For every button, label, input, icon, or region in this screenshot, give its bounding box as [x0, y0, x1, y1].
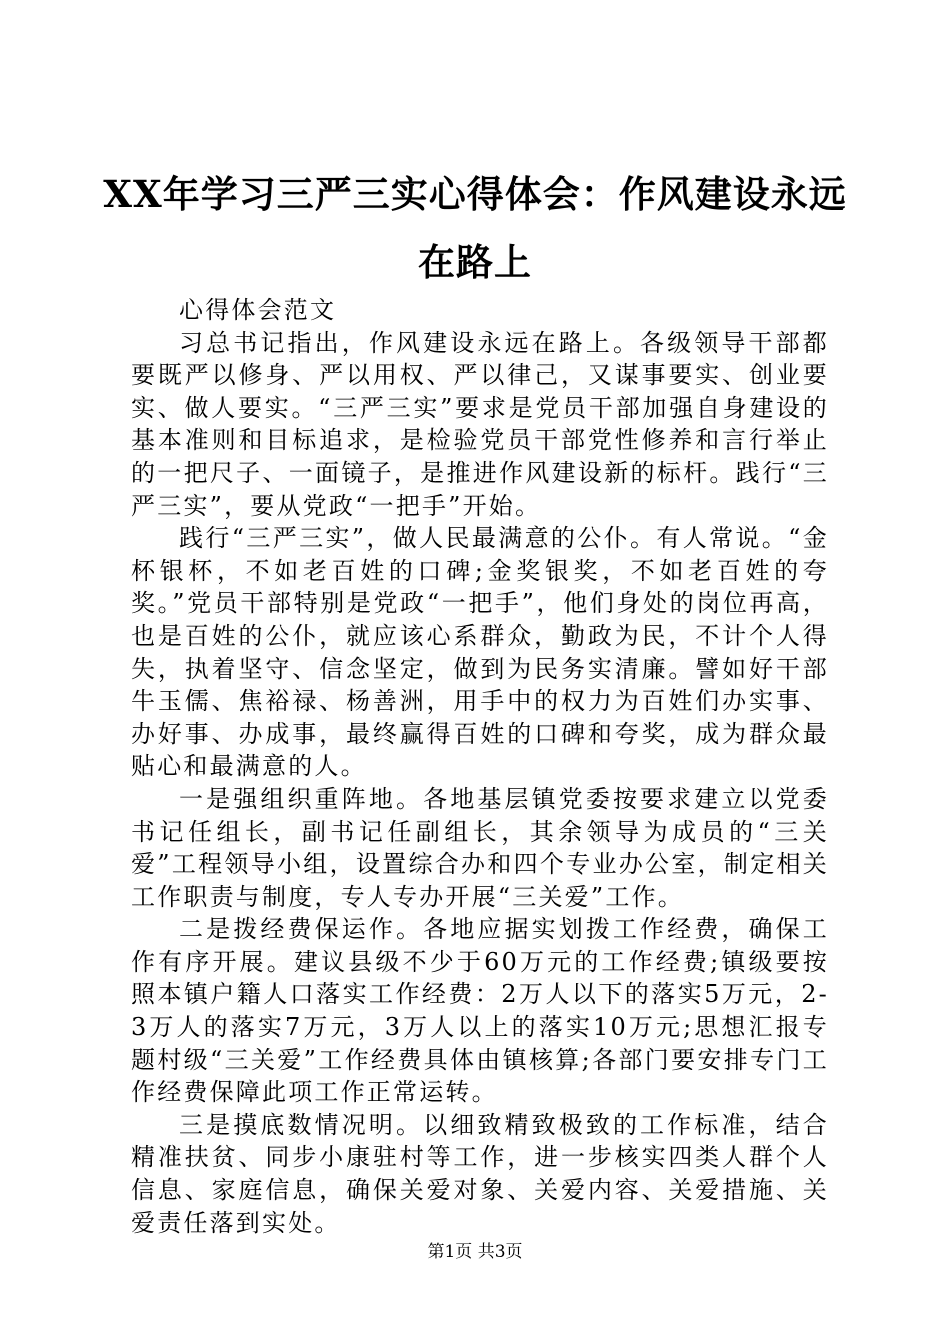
document-title: XX年学习三严三实心得体会：作风建设永远在路上: [103, 172, 847, 284]
document-body: [131, 294, 829, 1239]
paragraph: 践行“三严三实”，做人民最满意的公仆。有人常说。“金杯银杯，不如老百姓的口碑;金奖银奖，不如老百姓的夸奖。”党员干部特别是党政“一把手”，他们身处的岗位再高，也是百姓的公仆，就应该心系群众，勤政为民，不计个人得失，执着坚守、信念坚定，做到为民务实清廉。譬如好干部牛玉儒、焦裕禄、杨善洲，用手中的权力为百姓们办实事、办好事、办成事，最终赢得百姓的口碑和夸奖，成为群众最贴心和最满意的人。: [131, 524, 829, 781]
page-footer: 第1页 共3页: [427, 1242, 523, 1262]
category-label: 心得体会范文: [179, 296, 337, 324]
paragraph: 一是强组织重阵地。各地基层镇党委按要求建立以党委书记任组长，副书记任副组长，其余领导为成员的“三关爱”工程领导小组，设置综合办和四个专业办公室，制定相关工作职责与制度，专人专办开展“三关爱”工作。: [131, 784, 829, 911]
paragraph: 二是拨经费保运作。各地应据实划拨工作经费，确保工作有序开展。建议县级不少于60万元的工作经费;镇级要按照本镇户籍人口落实工作经费：2万人以下的落实5万元，2-3万人的落实7万元，3万人以上的落实10万元;思想汇报专题村级“三关爱”工作经费具体由镇核算;各部门要安排专门工作经费保障此项工作正常运转。: [131, 915, 829, 1107]
paragraph: 三是摸底数情况明。以细致精致极致的工作标准，结合精准扶贫、同步小康驻村等工作，进一步核实四类人群个人信息、家庭信息，确保关爱对象、关爱内容、关爱措施、关爱责任落到实处。: [131, 1110, 829, 1237]
paragraph: 习总书记指出，作风建设永远在路上。各级领导干部都要既严以修身、严以用权、严以律己，又谋事要实、创业要实、做人要实。“三严三实”要求是党员干部加强自身建设的基本准则和目标追求，是检验党员干部党性修养和言行举止的一把尺子、一面镜子，是推进作风建设新的标杆。践行“三严三实”，要从党政“一把手”开始。: [131, 328, 829, 520]
